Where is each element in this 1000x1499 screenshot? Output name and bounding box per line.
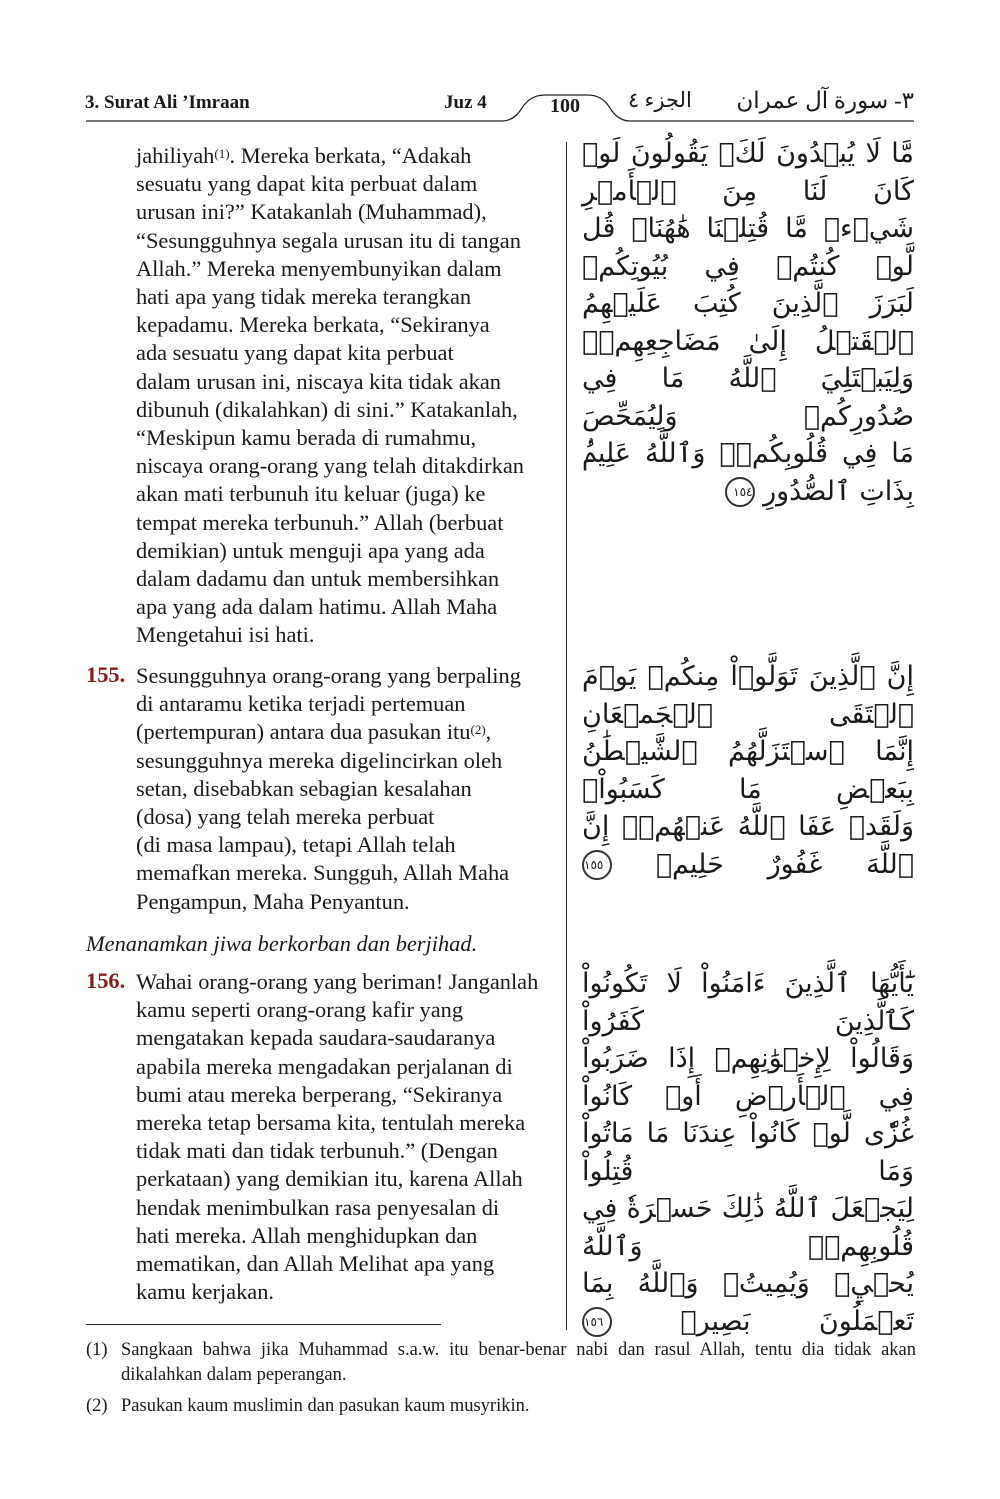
text-line: Allah.” Mereka menyembunyikan dalam <box>136 255 502 281</box>
column-divider <box>566 142 567 1330</box>
header-surah-title: 3. Surat Ali ’Imraan <box>85 92 250 113</box>
arabic-line <box>582 808 914 883</box>
text-line: ada sesuatu yang dapat kita perbuat <box>136 340 454 366</box>
arabic-text: يُحۡيِۦ وَيُمِيتُۗ وَٱللَّهُ بِمَا تَعۡمَلُونَ بَصِيرٞ <box>582 1268 914 1337</box>
text-line: memafkan mereka. Sungguh, Allah Maha <box>136 860 510 886</box>
text-line: (dosa) yang telah mereka perbuat <box>136 804 435 830</box>
header-rule <box>0 0 1000 140</box>
text-line: dalam urusan ini, niscaya kita tidak akan <box>136 368 501 394</box>
header-surah-arabic: ٣- سورة آل عمران <box>736 88 914 113</box>
footnote-number: (2) <box>86 1396 108 1416</box>
text-line: kepadamu. Mereka berkata, “Sekiranya <box>136 312 490 338</box>
arabic-line: غُزّٗى لَّوۡ كَانُواْ عِندَنَا مَا مَاتُواْ وَمَا قُتِلُواْ <box>582 1118 914 1187</box>
text-line: Wahai orang-orang yang beriman! Janganlah <box>136 969 539 994</box>
text-line: mematikan, dan Allah Melihat apa yang <box>136 1251 495 1277</box>
text-line: kamu kerjakan. <box>136 1279 275 1305</box>
text-line: Mengetahui isi hati. <box>136 622 315 648</box>
text-line: hendak menimbulkan rasa penyesalan di <box>136 1194 500 1220</box>
text-line: Pengampun, Maha Penyantun. <box>136 888 410 914</box>
footnote-text: Pasukan kaum muslimin dan pasukan kaum musyrikin. <box>121 1396 530 1416</box>
text-line: bumi atau mereka berperang, “Sekiranya <box>136 1081 503 1107</box>
arabic-verse-154 <box>582 135 914 510</box>
text-line <box>136 718 561 746</box>
arabic-line: يَٰٓأَيُّهَا ٱلَّذِينَ ءَامَنُواْ لَا تَكُونُواْ كَٱلَّذِينَ كَفَرُواْ <box>582 968 914 1037</box>
text-line: sesungguhnya mereka digelincirkan oleh <box>136 747 503 773</box>
arabic-line: إِنَّمَا ٱسۡتَزَلَّهُمُ ٱلشَّيۡطَٰنُ بِبَعۡضِ مَا كَسَبُواْۖ <box>582 736 914 805</box>
translation-verse-155 <box>136 662 561 916</box>
text-line: tempat mereka terbunuh.” Allah (berbuat <box>136 509 504 535</box>
text-segment: jahiliyah <box>136 143 215 168</box>
text-line: mengatakan kepada saudara-saudaranya <box>136 1025 496 1051</box>
text-line: “Sesungguhnya segala urusan itu di tangan <box>136 227 521 253</box>
text-line: niscaya orang-orang yang telah ditakdirkan <box>136 453 524 479</box>
verse-number-155: 155. <box>86 662 126 687</box>
arabic-line: شَيۡءٞ مَّا قُتِلۡنَا هَٰهُنَاۗ قُل لَّوۡ كُنتُمۡ فِي بُيُوتِكُمۡ <box>582 213 914 282</box>
text-line: di antaramu ketika terjadi pertemuan <box>136 691 466 717</box>
arabic-line: وَقَالُواْ لِإِخۡوَٰنِهِمۡ إِذَا ضَرَبُواْ فِي ٱلۡأَرۡضِ أَوۡ كَانُواْ <box>582 1043 914 1112</box>
text-line: hati apa yang tidak mereka terangkan <box>136 284 472 310</box>
arabic-text: مَا فِي قُلُوبِكُمۡۚ وَٱللَّهُ عَلِيمُۢ بِذَاتِ ٱلصُّدُورِ <box>582 438 914 507</box>
arabic-line: إِنَّ ٱلَّذِينَ تَوَلَّوۡاْ مِنكُمۡ يَوۡمَ ٱلۡتَقَى ٱلۡجَمۡعَانِ <box>582 661 914 730</box>
text-line: dibunuh (dikalahkan) di sini.” Katakanlah, <box>136 396 518 422</box>
text-line: “Meskipun kamu berada di rumahmu, <box>136 425 477 451</box>
header-juz-arabic: الجزء ٤ <box>628 88 692 112</box>
ayah-end-marker: ١٥٤ <box>725 477 755 507</box>
text-segment: (pertempuran) antara dua pasukan itu <box>136 719 471 745</box>
text-line: mereka tetap bersama kita, tentulah mereka <box>136 1110 526 1136</box>
text-line: urusan ini?” Katakanlah (Muhammad), <box>136 199 487 225</box>
text-line: Sesungguhnya orang-orang yang berpaling <box>136 663 521 688</box>
text-line: apabila mereka mengadakan perjalanan di <box>136 1053 513 1079</box>
arabic-line: وَلِيَبۡتَلِيَ ٱللَّهُ مَا فِي صُدُورِكُمۡ وَلِيُمَحِّصَ <box>582 363 914 432</box>
text-segment: , <box>485 719 492 745</box>
text-line: tidak mati dan tidak terbunuh.” (Dengan <box>136 1138 498 1164</box>
arabic-line: مَّا لَا يُبۡدُونَ لَكَۖ يَقُولُونَ لَوۡ كَانَ لَنَا مِنَ ٱلۡأَمۡرِ <box>582 138 914 207</box>
text-line: sesuatu yang dapat kita perbuat dalam <box>136 171 478 197</box>
header-juz: Juz 4 <box>444 92 487 113</box>
arabic-line <box>582 435 914 510</box>
arabic-text: وَلَقَدۡ عَفَا ٱللَّهُ عَنۡهُمۡۗ إِنَّ ٱللَّهَ غَفُورٌ حَلِيمٞ <box>582 811 914 880</box>
text-line: dalam dadamu dan untuk membersihkan <box>136 566 500 592</box>
text-segment: . Mereka berkata, “Adakah <box>229 143 472 168</box>
arabic-line: لَبَرَزَ ٱلَّذِينَ كُتِبَ عَلَيۡهِمُ ٱلۡقَتۡلُ إِلَىٰ مَضَاجِعِهِمۡۖ <box>582 288 914 357</box>
arabic-line: لِيَجۡعَلَ ٱللَّهُ ذَٰلِكَ حَسۡرَةٗ فِي قُلُوبِهِمۡۗ وَٱللَّهُ <box>582 1193 914 1262</box>
text-line: akan mati terbunuh itu keluar (juga) ke <box>136 481 486 507</box>
page-number: 100 <box>550 95 580 117</box>
footnote-ref-2[interactable]: (2) <box>470 722 486 738</box>
arabic-verse-156 <box>582 965 914 1340</box>
ayah-end-marker: ١٥٥ <box>582 850 612 880</box>
verse-number-156: 156. <box>86 968 126 993</box>
footnote-number: (1) <box>86 1340 108 1360</box>
text-line: (di masa lampau), tetapi Allah telah <box>136 832 456 858</box>
translation-verse-154-continuation <box>136 142 561 650</box>
arabic-line <box>582 1265 914 1340</box>
footnote-ref-1[interactable]: (1) <box>214 146 230 161</box>
footnote-2 <box>86 1394 916 1419</box>
footnote-text: Sangkaan bahwa jika Muhammad s.a.w. itu benar-benar nabi dan rasul Allah, tentu dia tidak akan dikalahkan dalam peperangan. <box>121 1340 916 1385</box>
section-heading: Menanamkan jiwa berkorban dan berjihad. <box>86 931 478 956</box>
translation-verse-156 <box>136 968 561 1306</box>
text-line: demikian) untuk menguji apa yang ada <box>136 537 485 563</box>
text-line: apa yang ada dalam hatimu. Allah Maha <box>136 594 498 620</box>
text-line: hati mereka. Allah menghidupkan dan <box>136 1222 478 1248</box>
footnote-rule <box>86 1324 441 1325</box>
text-line: kamu seperti orang-orang kafir yang <box>136 997 464 1023</box>
footnote-1 <box>86 1338 916 1388</box>
text-line: setan, disebabkan sebagian kesalahan <box>136 775 472 801</box>
text-line: perkataan) yang demikian itu, karena Allah <box>136 1166 523 1192</box>
arabic-verse-155 <box>582 658 914 883</box>
ayah-end-marker: ١٥٦ <box>582 1307 612 1337</box>
text-line <box>136 142 561 170</box>
